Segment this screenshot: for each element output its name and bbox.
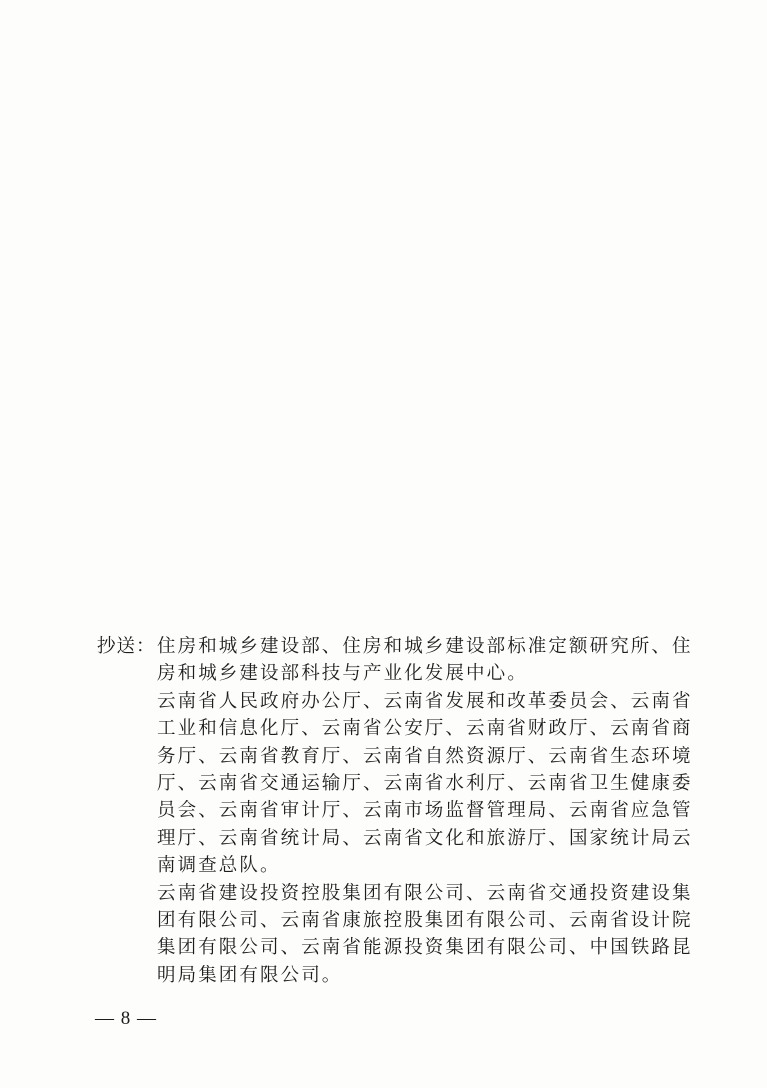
cc-line: 工业和信息化厅、云南省公安厅、云南省财政厅、云南省商 xyxy=(157,718,693,740)
cc-line: 集团有限公司、云南省能源投资集团有限公司、中国铁路昆 xyxy=(157,937,693,959)
cc-line: 房和城乡建设部科技与产业化发展中心。 xyxy=(157,663,528,685)
cc-line: 云南省建设投资控股集团有限公司、云南省交通投资建设集 xyxy=(157,882,693,904)
cc-group-ministry xyxy=(97,633,693,688)
cc-group-enterprises xyxy=(97,880,693,990)
cc-line: 南调查总队。 xyxy=(157,855,281,877)
cc-line: 务厅、云南省教育厅、云南省自然资源厅、云南省生态环境 xyxy=(157,745,693,767)
cc-line: 理厅、云南省统计局、云南省文化和旅游厅、国家统计局云 xyxy=(157,827,693,849)
cc-line: 厅、云南省交通运输厅、云南省水利厅、云南省卫生健康委 xyxy=(157,772,693,794)
cc-line: 云南省人民政府办公厅、云南省发展和改革委员会、云南省 xyxy=(157,690,693,712)
cc-line: 明局集团有限公司。 xyxy=(157,964,343,986)
cc-distribution-list xyxy=(97,633,693,989)
cc-line: 员会、云南省审计厅、云南市场监督管理局、云南省应急管 xyxy=(157,800,693,822)
cc-line xyxy=(97,633,693,660)
cc-group-provincial-departments xyxy=(97,688,693,880)
cc-line: 团有限公司、云南省康旅控股集团有限公司、云南省设计院 xyxy=(157,909,693,931)
cc-text: 住房和城乡建设部、住房和城乡建设部标准定额研究所、住 xyxy=(157,636,693,657)
page-number: — 8 — xyxy=(95,1008,157,1029)
cc-label: 抄送： xyxy=(97,636,156,657)
